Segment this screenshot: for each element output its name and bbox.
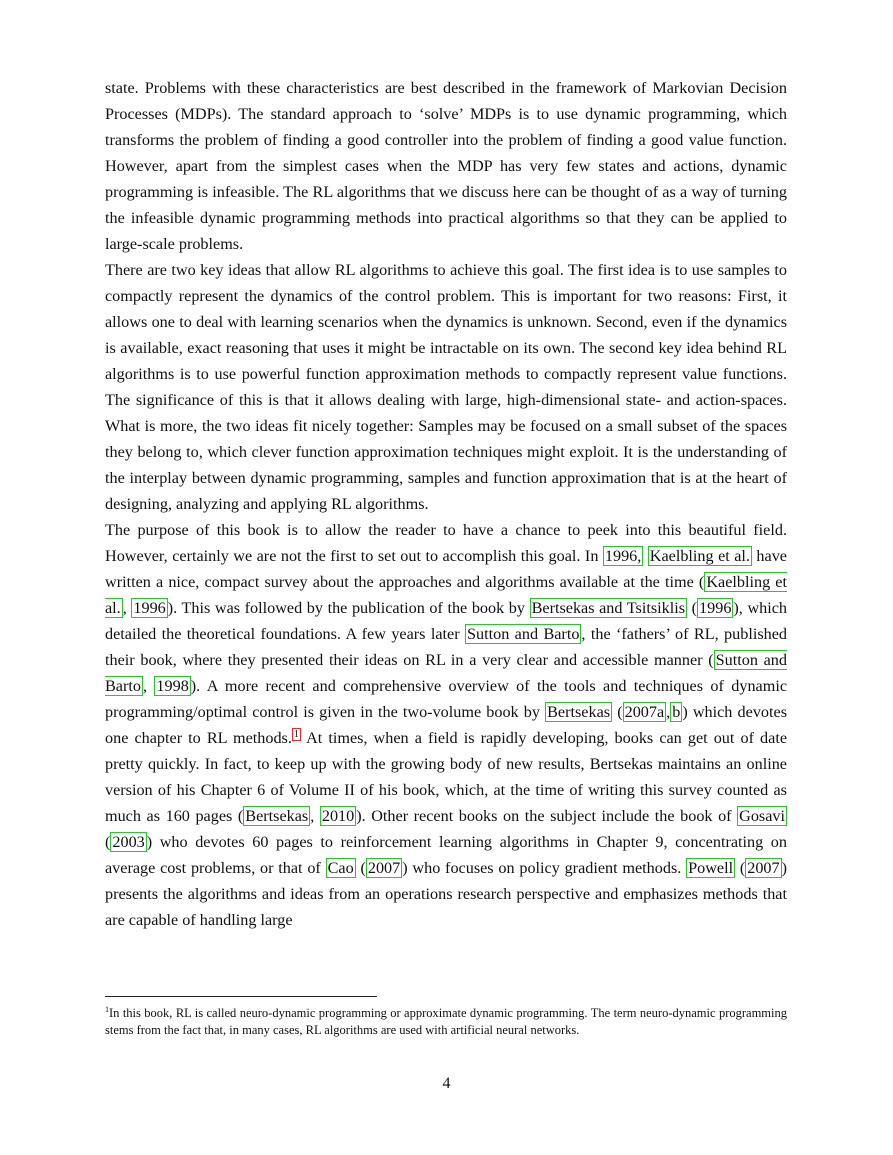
citation-link[interactable]: 1996, — [604, 547, 642, 565]
paragraph-2: There are two key ideas that allow RL algorithms to achieve this goal. The first idea is to use samples to compactly represent the dynamics of the control problem. This is important for two reasons: First, it allows one to deal with learning scenarios when the dynamics is unknown. Second, even if the dynamics is available, exact reasoning that uses it might be intractable on its own. The second key idea behind RL algorithms is to use powerful function approximation methods to compactly represent value functions. The significance of this is that it allows dealing with large, high-dimensional state- and action-spaces. What is more, the two ideas fit nicely together: Samples may be focused on a small subset of the spaces they belong to, which clever function approximation techniques might exploit. It is the understanding of the interplay between dynamic programming, samples and function approximation that is at the heart of designing, analyzing and applying RL algorithms. — [105, 261, 787, 513]
footnote-divider — [105, 996, 377, 997]
citation-link[interactable]: Bertsekas and Tsitsiklis — [531, 599, 686, 617]
citation-link[interactable]: Cao — [327, 859, 354, 877]
citation-link[interactable]: Gosavi — [739, 807, 785, 825]
footnote-mark: 1 — [105, 1005, 109, 1014]
footnote — [105, 1001, 787, 1039]
footnote-reference[interactable]: 1 — [293, 728, 299, 740]
citation-link[interactable]: Bertsekas — [245, 807, 309, 825]
citation-link[interactable]: 2010 — [321, 807, 355, 825]
body-text — [105, 75, 787, 933]
footnote-text: In this book, RL is called neuro-dynamic programming or approximate dynamic programming. The term neuro-dynamic programming stems from the fact that, in many cases, RL algorithms are used with artificial neural networks. — [105, 1006, 787, 1038]
citation-link[interactable]: Kaelbling et al. — [649, 547, 750, 565]
citation-link[interactable]: b — [672, 703, 681, 721]
page-number: 4 — [442, 1075, 451, 1092]
citation-link[interactable]: Kaelbling et al. — [105, 573, 787, 617]
citation-link[interactable]: 1996 — [133, 599, 166, 617]
citation-link[interactable]: 2003 — [112, 833, 145, 851]
paragraph-1: state. Problems with these characteristics are best described in the framework of Markovian Decision Processes (MDPs). The standard approach to ‘solve’ MDPs is to use dynamic programming, which transforms the problem of finding a good controller into the problem of finding a good value function. However, apart from the simplest cases when the MDP has very few states and actions, dynamic programming is infeasible. The RL algorithms that we discuss here can be thought of as a way of turning the infeasible dynamic programming methods into practical algorithms so that they can be applied to large-scale problems. — [105, 79, 787, 253]
citation-link[interactable]: Powell — [688, 859, 734, 877]
paragraph-3: The purpose of this book is to allow the reader to have a chance to peek into this beautiful field. However, certainly we are not the first to set out to accomplish this goal. In 1996, Kaelbling et al. have written a nice, compact survey about the approaches and algorithms available at the time ( Kaelbling et al. , 1996 ). This was followed by the publication of the book by Bertsekas and Tsitsiklis ( 1996 ), which detailed the theoretical foundations. A few years later Sutton and Barto , the ‘fathers’ of RL, published their book, where they presented their ideas on RL in a very clear and accessible manner ( Sutton and Barto , 1998 ). A more recent and comprehensive overview of the tools and techniques of dynamic programming/optimal control is given in the two-volume book by Bertsekas ( 2007a , b ) which devotes one chapter to RL methods. $^1$ At times, when a field is rapidly developing, books can get out of date pretty quickly. In fact, to keep up with the growing body of new results, Bertsekas maintains an online version of his Chapter 6 of Volume II of his book, which, at the time of writing this survey counted as much as 160 pages ( Bertsekas , 2010 ). Other recent books on the subject include the book of Gosavi ( 2003 ) who devotes 60 pages to reinforcement learning algorithms in Chapter 9, concentrating on average cost problems, or that of Cao ( 2007 ) who focuses on policy gradient methods. Powell ( 2007 ) presents the algorithms and ideas from an operations research perspective and emphasizes methods that are capable of handling large — [105, 521, 788, 929]
citation-link[interactable]: 2007 — [367, 859, 401, 877]
citation-link[interactable]: 2007a — [624, 703, 665, 721]
citation-link[interactable]: 2007 — [747, 859, 780, 877]
citation-link[interactable]: Sutton and Barto — [467, 625, 580, 643]
citation-link[interactable]: Sutton and Barto — [105, 651, 787, 695]
citation-link[interactable]: 1996 — [699, 599, 732, 617]
citation-link[interactable]: Bertsekas — [547, 703, 611, 721]
citation-link[interactable]: 1998 — [156, 677, 189, 695]
